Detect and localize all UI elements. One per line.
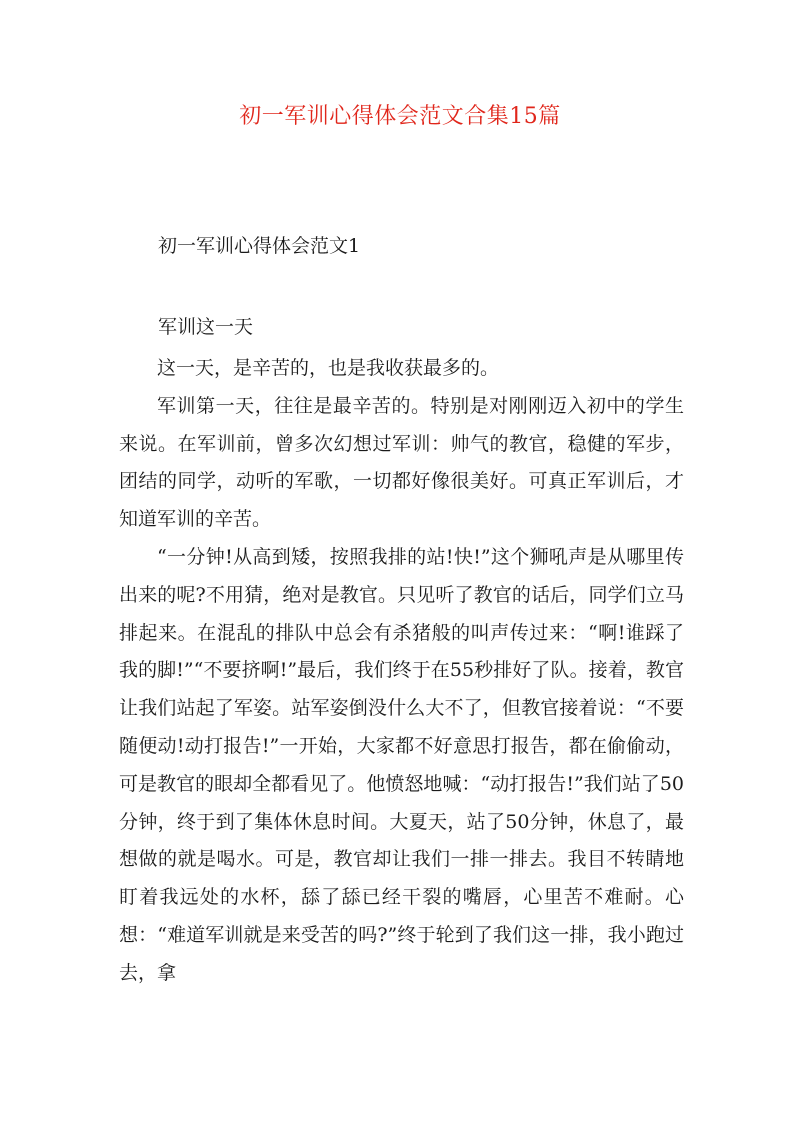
subheading: 军训这一天 [158,316,254,338]
body-text [119,350,684,993]
document-title: 初一军训心得体会范文合集15篇 [239,104,561,129]
paragraph: 这一天，是辛苦的，也是我收获最多的。 [157,357,500,379]
paragraph: 军训第一天，往往是最辛苦的。特别是对刚刚迈入初中的学生来说。在军训前，曾多次幻想过军训：帅气的教官，稳健的军步，团结的同学，动听的军歌，一切都好像很美好。可真正军训后，才知道军训的辛苦。 [119,394,684,531]
paragraph: “一分钟!从高到矮，按照我排的站!快!”这个狮吼声是从哪里传出来的呢?不用猜，绝对是教官。只见听了教官的话后，同学们立马排起来。在混乱的排队中总会有杀猪般的叫声传过来：“啊!谁踩了我的脚!”“不要挤啊!”最后，我们终于在55秒排好了队。接着，教官让我们站起了军姿。站军姿倒没什么大不了，但教官接着说：“不要随便动!动打报告!”一开始，大家都不好意思打报告，都在偷偷动，可是教官的眼却全都看见了。他愤怒地喊：“动打报告!”我们站了50分钟，终于到了集体休息时间。大夏天，站了50分钟，休息了，最想做的就是喝水。可是，教官却让我们一排一排去。我目不转睛地盯着我远处的水杯，舔了舔已经干裂的嘴唇，心里苦不难耐。心想：“难道军训就是来受苦的吗?”终于轮到了我们这一排，我小跑过去，拿 [119,545,684,984]
section-heading: 初一军训心得体会范文1 [158,235,361,257]
